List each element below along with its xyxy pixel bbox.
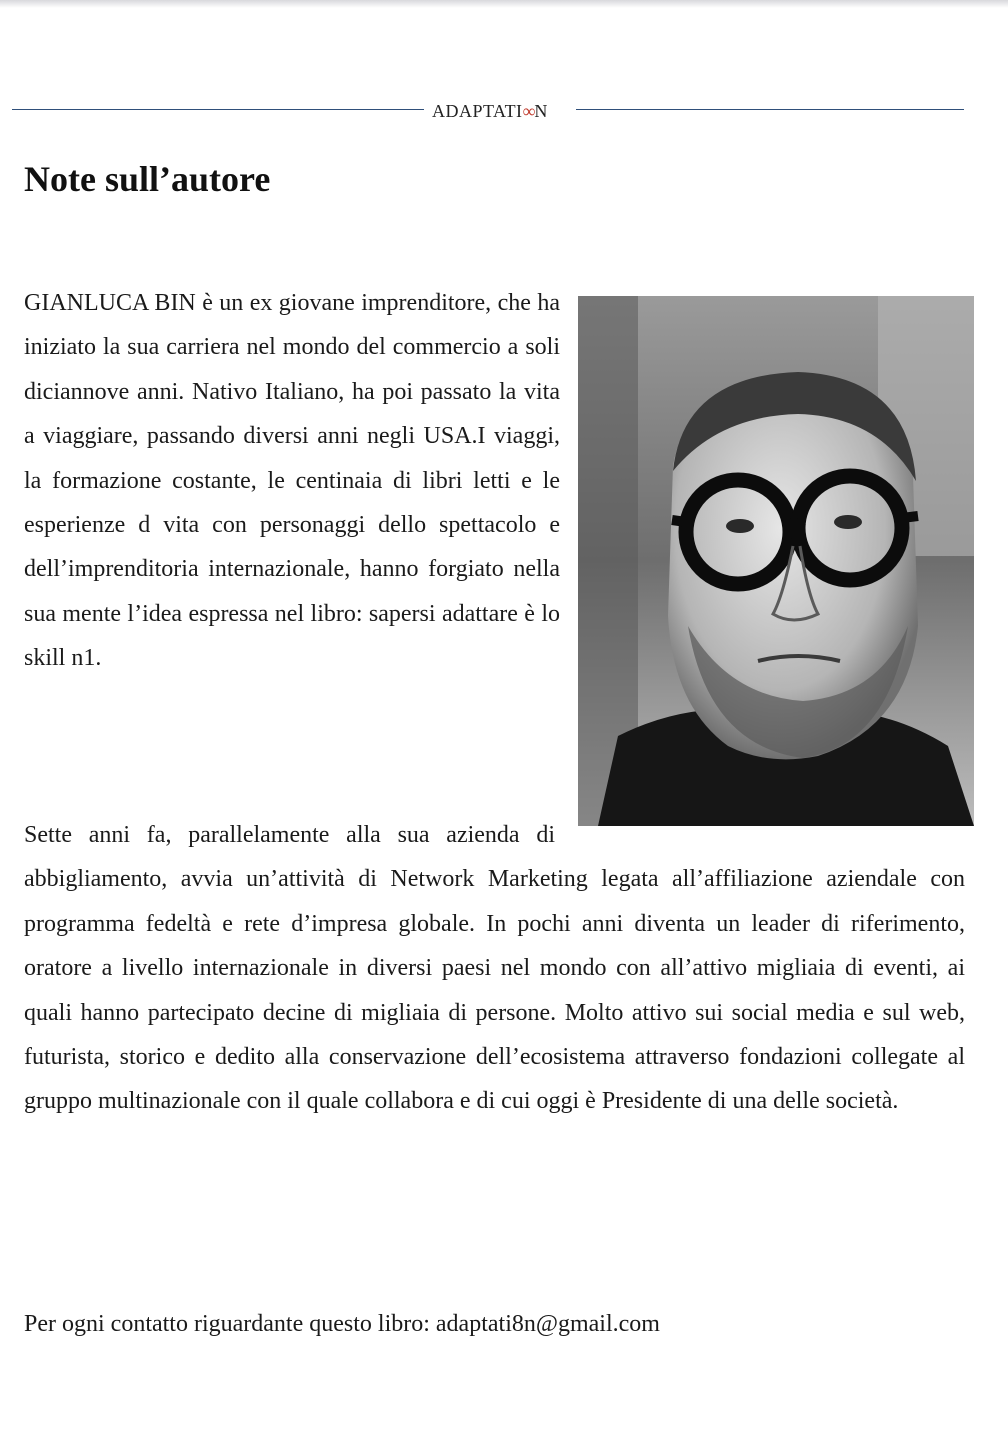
- header-title-pre: ADAPTATI: [432, 101, 523, 121]
- eye-right: [834, 515, 862, 529]
- contact-line: Per ogni contatto riguardante questo libro: adaptati8n@gmail.com: [24, 1311, 660, 1337]
- infinity-icon: ∞: [522, 101, 535, 121]
- bio-paragraph-2: Sette anni fa, parallelamente alla sua azienda di abbigliamento, avvia un’attività di Network Marketing legata all’affiliazione aziendale con programma fedeltà e rete d’impresa globale. In pochi anni diventa un leader di riferimento, oratore a livello internazionale in diversi paesi nel mondo con all’attivo migliaia di eventi, ai quali hanno partecipato decine di migliaia di persone. Molto attivo sui social media e sul web, futurista, storico e dedito alla conservazione dell’ecosistema attraverso fondazioni collegate al gruppo multinazionale con il quale collabora e di cui oggi è Presidente di una delle società.: [24, 822, 965, 1115]
- author-photo: [578, 296, 974, 826]
- bio-paragraph-1: GIANLUCA BIN è un ex giovane imprenditore, che ha iniziato la sua carriera nel mondo del commercio a soli diciannove anni. Nativo Italiano, ha poi passato la vita a viaggiare, passando diversi anni negli USA.I viaggi, la formazione costante, le centinaia di libri letti e le esperienze d vita con personaggi dello spettacolo e dell’imprenditoria internazionale, hanno forgiato nella sua mente l’idea espressa nel libro: sapersi adattare è lo skill n1.: [24, 290, 560, 672]
- top-shadow: [0, 0, 1008, 8]
- page-title: Note sull’autore: [24, 159, 271, 199]
- header-rule-left: [12, 109, 424, 110]
- running-header: [432, 100, 548, 122]
- glasses-bridge: [786, 523, 802, 528]
- header-title-post: N: [534, 101, 548, 121]
- eye-left: [726, 519, 754, 533]
- glasses-temple-right: [902, 516, 918, 518]
- glasses-temple-left: [672, 520, 686, 522]
- header-rule-right: [576, 109, 964, 110]
